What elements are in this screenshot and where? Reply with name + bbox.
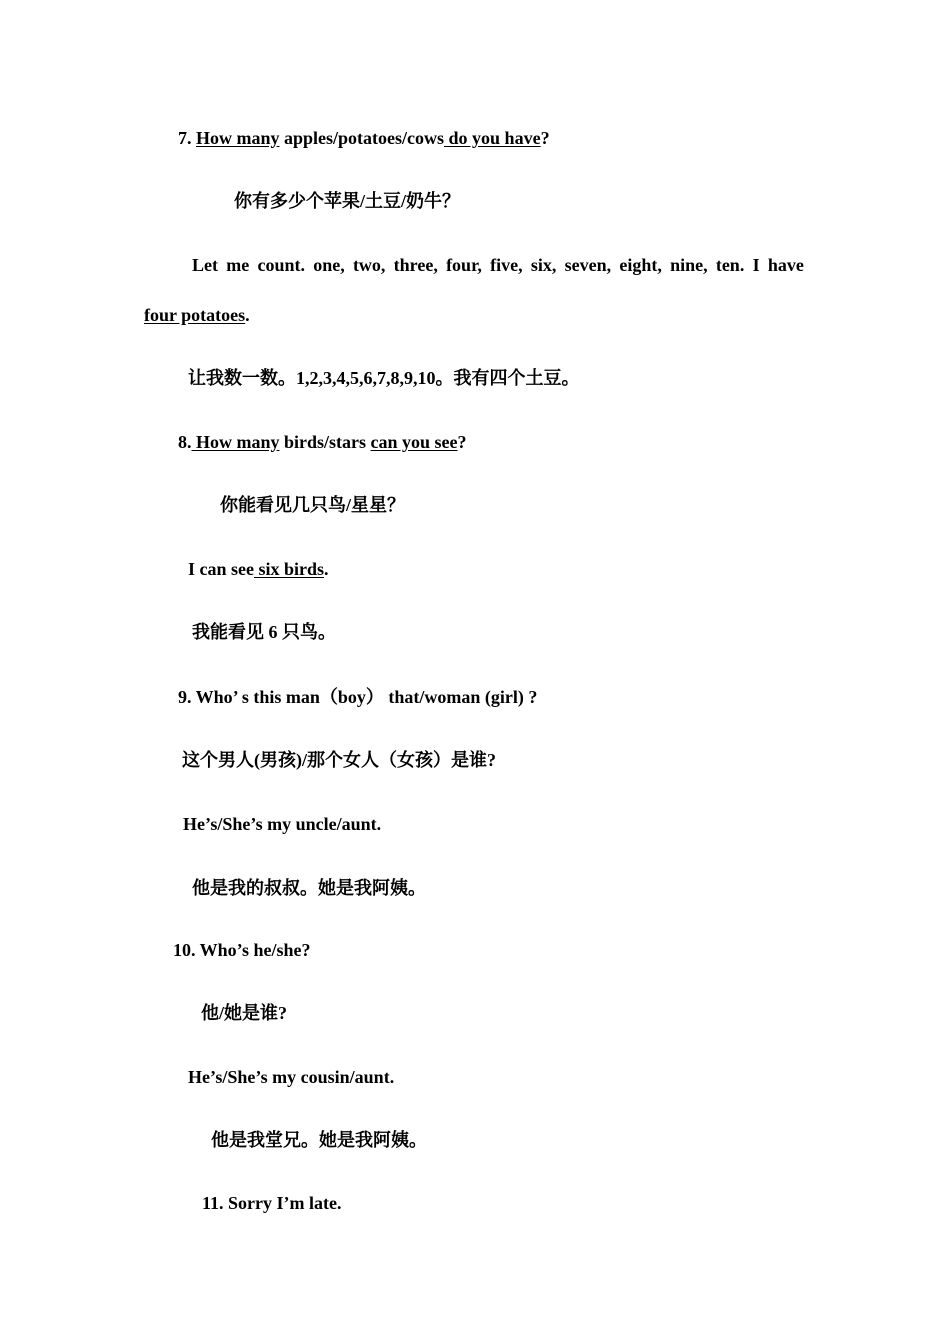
q10-answer: He’s/She’s my cousin/aunt. <box>188 1067 395 1087</box>
q7-question <box>178 127 550 149</box>
q7-answer-line <box>192 254 804 276</box>
q7-answer-word: two, <box>352 255 386 275</box>
q7-answer-word: three, <box>393 255 438 275</box>
q7-answer-period: . <box>245 305 250 325</box>
q7-answer-word: seven, <box>564 255 612 275</box>
q7-how-many: How many <box>196 128 280 148</box>
q8-answer <box>188 558 329 580</box>
q8-answer-period: . <box>324 559 329 579</box>
q7-answer-word: one, <box>313 255 345 275</box>
q8-chinese: 你能看见几只鸟/星星？ <box>220 495 405 515</box>
q9-answer-chinese: 他是我的叔叔。她是我阿姨。 <box>192 878 426 898</box>
q7-answer-word: have <box>767 255 804 275</box>
q7-chinese: 你有多少个苹果/土豆/奶牛？ <box>234 191 461 211</box>
q11-question: 11. Sorry I’m late. <box>202 1193 342 1213</box>
q8-answer-pre: I can see <box>188 559 254 579</box>
q7-number: 7. <box>178 128 196 148</box>
q8-answer-chinese: 我能看见 6 只鸟。 <box>192 622 336 642</box>
q8-qmark: ? <box>457 432 467 452</box>
q10-chinese: 他/她是谁? <box>201 1003 288 1023</box>
q7-answer-word: five, <box>490 255 523 275</box>
q8-six-birds: six birds <box>254 559 325 579</box>
q10-answer-chinese: 他是我堂兄。她是我阿姨。 <box>211 1130 427 1150</box>
q7-four-potatoes: four potatoes <box>144 305 246 325</box>
q10-question: 10. Who’s he/she? <box>173 940 311 960</box>
q8-question <box>178 431 467 453</box>
q7-answer-word: four, <box>446 255 482 275</box>
q7-answer-word: nine, <box>670 255 708 275</box>
q8-can-you-see: can you see <box>370 432 458 452</box>
q9-answer: He’s/She’s my uncle/aunt. <box>183 814 382 834</box>
q7-answer-word: ten. <box>715 255 745 275</box>
q7-answer-word: six, <box>530 255 557 275</box>
q9-question: 9. Who’ s this man（boy） that/woman (girl) ? <box>178 687 538 707</box>
q7-answer-chinese: 让我数一数。1,2,3,4,5,6,7,8,9,10。我有四个土豆。 <box>188 368 580 388</box>
q7-answer-word: count. <box>257 255 305 275</box>
q7-answer-word: I <box>752 255 760 275</box>
q7-answer-word: me <box>226 255 250 275</box>
q8-number: 8. <box>178 432 192 452</box>
q8-items: birds/stars <box>279 432 371 452</box>
q9-chinese: 这个男人(男孩)/那个女人（女孩）是谁? <box>182 750 496 770</box>
q7-answer-word: Let <box>192 255 218 275</box>
q7-items: apples/potatoes/cows <box>279 128 445 148</box>
q7-answer-word: eight, <box>619 255 662 275</box>
q8-how-many: How many <box>191 432 280 452</box>
q7-answer-end <box>144 304 250 326</box>
q7-qmark: ? <box>540 128 550 148</box>
q7-do-you-have: do you have <box>444 128 541 148</box>
